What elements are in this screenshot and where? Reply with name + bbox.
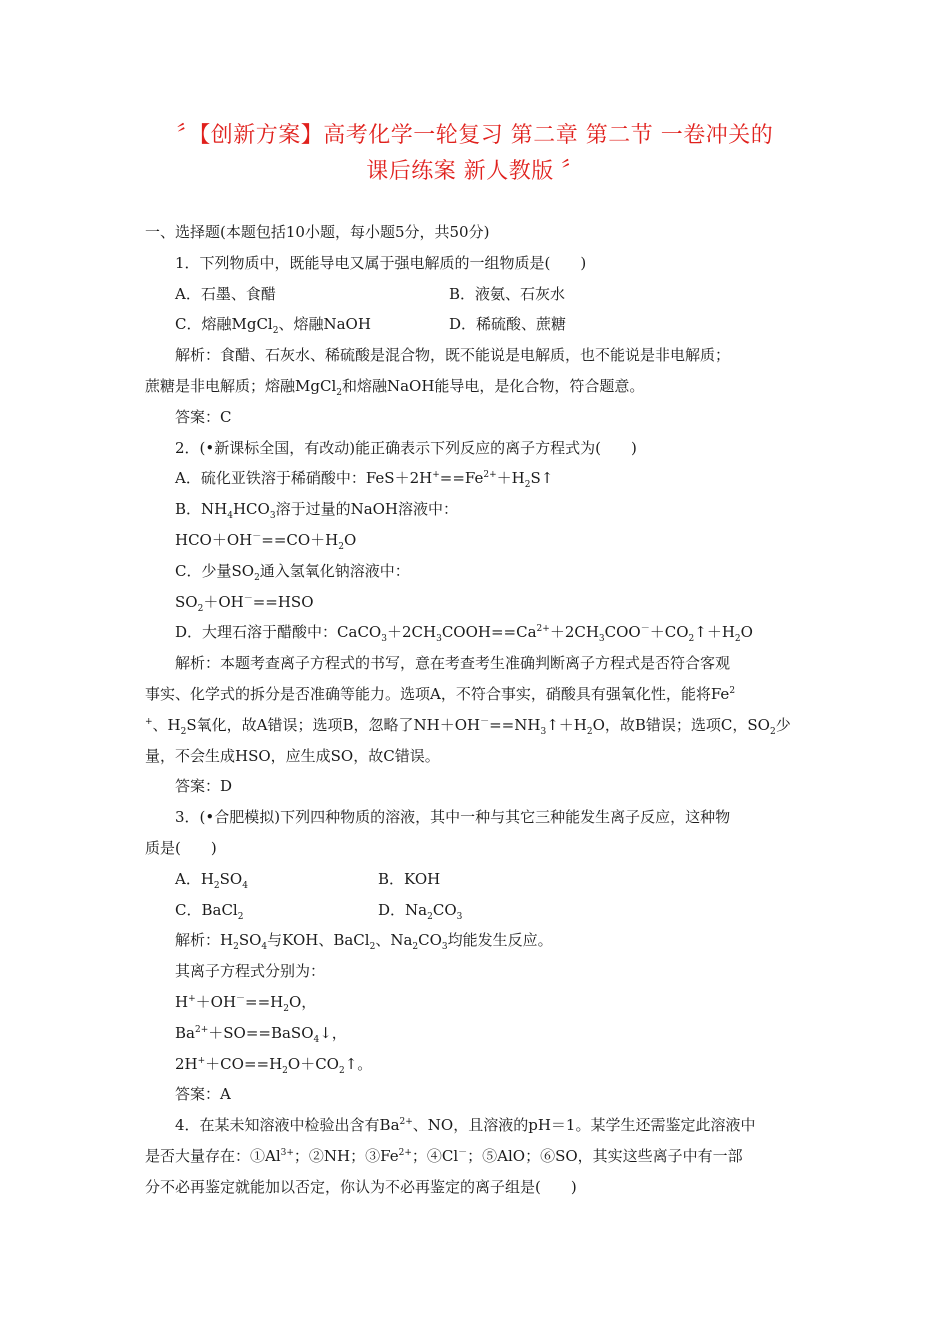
q1-option-c: C．熔融MgCl$_2$、熔融NaOH bbox=[175, 315, 371, 337]
page-title bbox=[120, 118, 830, 190]
q2-explanation-2: 事实、化学式的拆分是否准确等能力。选项A，不符合事实，硝酸具有强氧化性，能将Fe$^2$ bbox=[145, 684, 736, 703]
q4-stem-2: 是否大量存在：$①Al^{3+}$；②NH；$③Fe^{2+}$；④Cl－；⑤AlO；⑥SO，其实这些离子中有一部 bbox=[145, 1146, 743, 1165]
q1-answer: 答案：C bbox=[175, 407, 232, 426]
q3-answer: 答案：A bbox=[175, 1085, 231, 1104]
q1-options-cd bbox=[145, 309, 810, 340]
q3-option-b: B．KOH bbox=[378, 869, 441, 888]
q1-option-a: A．石墨、食醋 bbox=[175, 284, 276, 303]
section-heading: 一、选择题(本题包括10小题，每小题5分，共50分) bbox=[145, 223, 490, 241]
q4-stem-3: 分不必再鉴定就能加以否定，你认为不必再鉴定的离子组是( ) bbox=[145, 1177, 577, 1196]
q3-equation-2: $Ba^{2+}+SO==BaSO_4↓$， bbox=[175, 1023, 347, 1045]
title-line-1: 〞【创新方案】高考化学一轮复习 第二章 第二节 一卷冲关的 bbox=[176, 123, 774, 148]
q1-stem: 1．下列物质中，既能导电又属于强电解质的一组物质是( ) bbox=[175, 253, 587, 272]
q3-options-cd bbox=[145, 895, 810, 926]
q3-option-c: C．BaCl$_2$ bbox=[175, 900, 244, 922]
q1-explanation-1: 解析：食醋、石灰水、稀硫酸是混合物，既不能说是电解质，也不能说是非电解质； bbox=[175, 346, 731, 365]
q2-option-b: B．$NH_4HCO_3$溶于过量的NaOH溶液中： bbox=[175, 500, 459, 522]
q2-explanation-3: +、$H_2S$氧化，故A错误；选项B，忽略了$NH+OH^-==NH_3↑+H_2O$，故B错误；选项C，$SO_2$少 bbox=[145, 715, 791, 737]
q3-stem-2: 质是( ) bbox=[145, 838, 217, 857]
q2-answer: 答案：D bbox=[175, 777, 233, 796]
q3-explanation-1: 解析：$H_2SO_4$与KOH、BaCl$_2$、$Na_2CO_3$均能发生反应。 bbox=[175, 931, 553, 953]
q2-option-c-equation: $SO_2+OH^-==HSO$ bbox=[175, 592, 314, 614]
q1-option-d: D．稀硫酸、蔗糖 bbox=[449, 315, 567, 334]
q3-explanation-2: 其离子方程式分别为： bbox=[175, 962, 326, 981]
q3-equation-1: $H^++OH^-==H_2O$， bbox=[175, 992, 317, 1014]
q1-option-b: B．液氨、石灰水 bbox=[449, 284, 566, 303]
q2-option-a: A．硫化亚铁溶于稀硝酸中：$FeS+2H^+==Fe^{2+}+H_2S↑$ bbox=[175, 469, 554, 491]
q1-options-ab bbox=[145, 279, 810, 310]
q2-option-b-equation: $HCO+OH^-==CO+H_2O$ bbox=[175, 530, 357, 552]
q4-stem-1: 4．在某未知溶液中检验出含有$Ba^{2+}$、NO，且溶液的pH＝1。某学生还需鉴定此溶液中 bbox=[175, 1116, 756, 1135]
q2-stem: 2．(•新课标全国，有改动)能正确表示下列反应的离子方程式为( ) bbox=[175, 438, 637, 457]
q2-explanation-4: 量，不会生成HSO，应生成SO，故C错误。 bbox=[145, 746, 440, 765]
document-body bbox=[145, 217, 810, 1203]
q3-stem-1: 3．(•合肥模拟)下列四种物质的溶液，其中一种与其它三种能发生离子反应，这种物 bbox=[175, 808, 731, 827]
q3-option-a: A．$H_2SO_4$ bbox=[175, 869, 248, 891]
q2-explanation-1: 解析：本题考查离子方程式的书写，意在考查考生准确判断离子方程式是否符合客观 bbox=[175, 654, 731, 673]
q3-options-ab bbox=[145, 864, 810, 895]
q2-option-c: C．少量$SO_2$通入氢氧化钠溶液中： bbox=[175, 561, 410, 583]
q3-equation-3: $2H^++CO==H_2O+CO_2↑$。 bbox=[175, 1054, 373, 1076]
q1-explanation-2: 蔗糖是非电解质；熔融MgCl$_2$和熔融NaOH能导电，是化合物，符合题意。 bbox=[145, 376, 645, 398]
q2-option-d: D．大理石溶于醋酸中：$CaCO_3+2CH_3COOH==Ca^{2+}+2CH_3COO^-+CO_2↑+H_2O$ bbox=[175, 623, 753, 645]
q3-option-d: D．$Na_2CO_3$ bbox=[378, 900, 463, 922]
title-line-2: 课后练案 新人教版 〞 bbox=[366, 159, 584, 184]
